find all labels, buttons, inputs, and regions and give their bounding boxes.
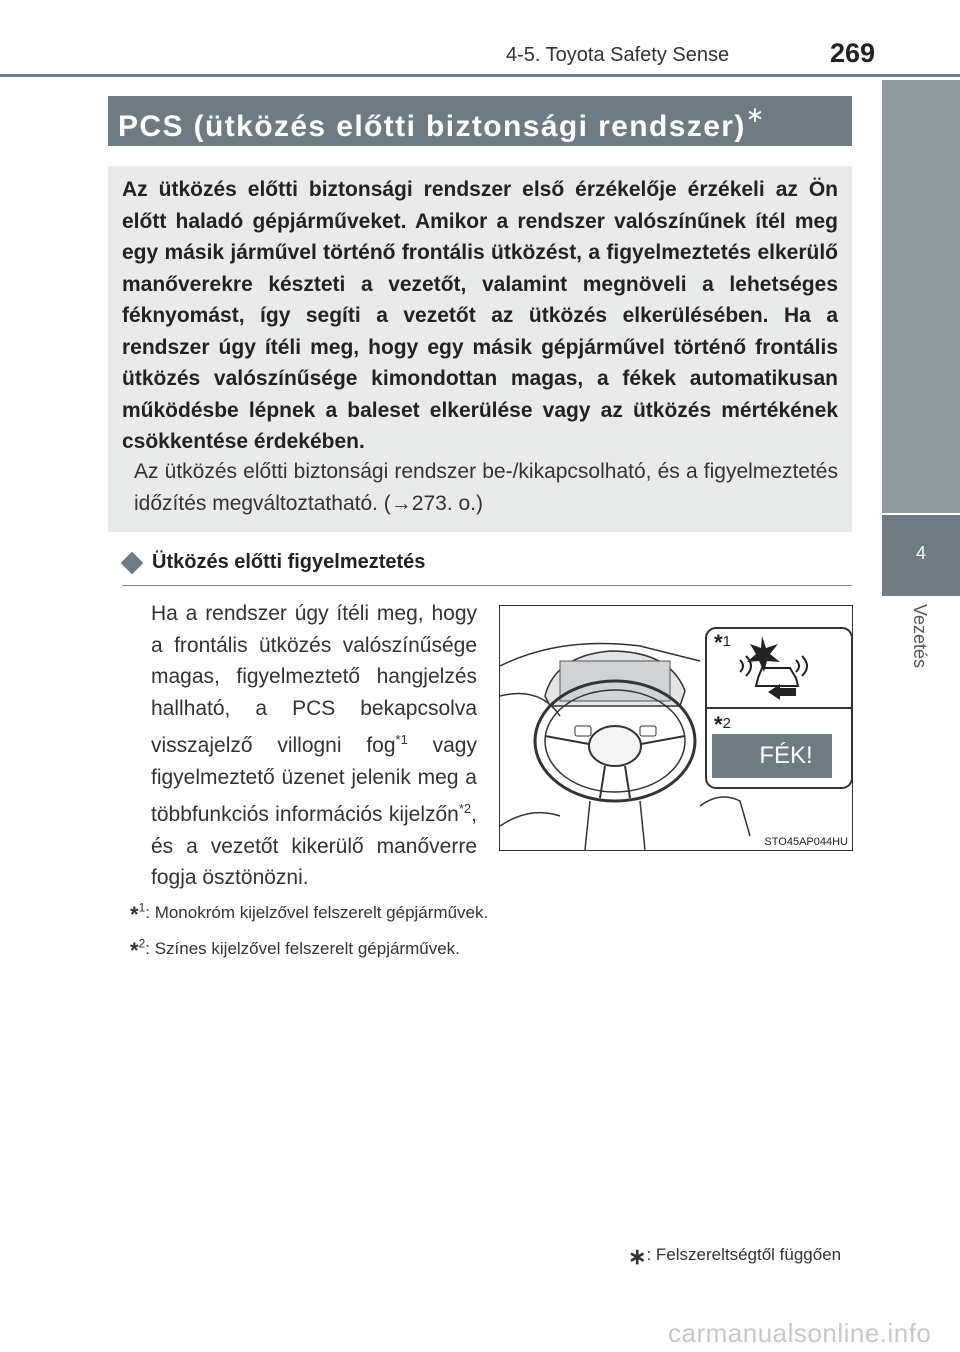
chapter-number: 4 xyxy=(915,543,926,563)
callout-label-1-num: 1 xyxy=(722,633,731,650)
optional-note-text: : Felszereltségtől függően xyxy=(646,1245,842,1264)
dashboard-illustration xyxy=(499,605,853,851)
footnote-2-star: * xyxy=(130,938,139,963)
body-part-1: Ha a rendszer úgy ítéli meg, hogy a frontális ütközés valószínűsége magas, figyelmeztető hangjelzés hallható, a PCS bekapcsolva visszajelző villogni fog xyxy=(151,602,477,757)
dashboard-drawing xyxy=(500,606,852,850)
display-message: FÉK! xyxy=(759,742,813,769)
optional-note-star: ∗ xyxy=(628,1244,647,1269)
intro-main-text: Az ütközés előtti biztonsági rendszer első érzékelője érzékeli az Ön előtt haladó gépjárműveket. Amikor a rendszer valószínűnek ítél meg egy másik járművel történő frontális ütközést, a figyelmeztetés elkerülő manőverekre készteti a vezetőt, valamint megnöveli a lehetséges féknyomást, így segíti a vezetőt az ütközés elkerülésében. Ha a rendszer úgy ítéli meg, hogy egy másik gépjárművel történő frontális ütközés valószínűsége kimondottan magas, a fékek automatikusan működésbe lépnek a baleset elkerülése vagy az ütközés mértékének csökkentése érdekében. xyxy=(122,178,838,453)
diamond-icon xyxy=(121,552,144,575)
footnote-1 xyxy=(130,898,489,927)
callout-label-2-star: * xyxy=(714,712,723,737)
callout-label-2-num: 2 xyxy=(722,715,731,732)
body-part-3: , és a vezetőt kikerülő manőverre fogja ösztönözni. xyxy=(151,803,477,889)
footnote-1-text: : Monokróm kijelzővel felszerelt gépjárművek. xyxy=(145,903,489,922)
header-rule xyxy=(0,74,960,77)
section-body-text xyxy=(151,598,477,894)
page-title xyxy=(118,102,766,144)
chapter-tab xyxy=(882,515,960,596)
footnote-2-num: 2 xyxy=(138,936,146,951)
intro-box xyxy=(108,166,852,532)
footnote-1-star: * xyxy=(130,902,139,927)
intro-sub-text: Az ütközés előtti biztonsági rendszer be-/kikapcsolható, és a figyelmeztetés időzítés megváltoztatható. (→273. o.) xyxy=(134,460,838,515)
header-section-title: 4-5. Toyota Safety Sense xyxy=(506,44,730,66)
section-heading xyxy=(122,551,852,586)
footnote-2-text: : Színes kijelzővel felszerelt gépjárművek. xyxy=(145,939,460,958)
title-asterisk: ∗ xyxy=(745,102,766,127)
callout-label-1-star: * xyxy=(714,630,723,655)
section-heading-text: Ütközés előtti figyelmeztetés xyxy=(152,551,426,573)
watermark: carmanualsonline.info xyxy=(668,1318,932,1348)
superscript-1: *1 xyxy=(395,732,408,747)
illustration-code: STO45AP044HU xyxy=(764,836,848,848)
title-bar xyxy=(108,96,852,146)
footnote-1-num: 1 xyxy=(138,900,146,915)
chapter-label: Vezetés xyxy=(910,604,930,669)
superscript-2: *2 xyxy=(458,801,472,816)
callout-label-2 xyxy=(714,708,731,737)
side-tab-decoration xyxy=(882,80,960,513)
body-part-2: vagy figyelmeztető üzenet jelenik meg a többfunkciós információs kijelzőn xyxy=(151,734,477,826)
optional-equipment-note xyxy=(628,1240,842,1269)
page-title-text: PCS (ütközés előtti biztonsági rendszer) xyxy=(118,110,746,143)
footnote-2 xyxy=(130,934,460,963)
callout-label-1 xyxy=(714,626,731,655)
page-number: 269 xyxy=(830,38,876,68)
